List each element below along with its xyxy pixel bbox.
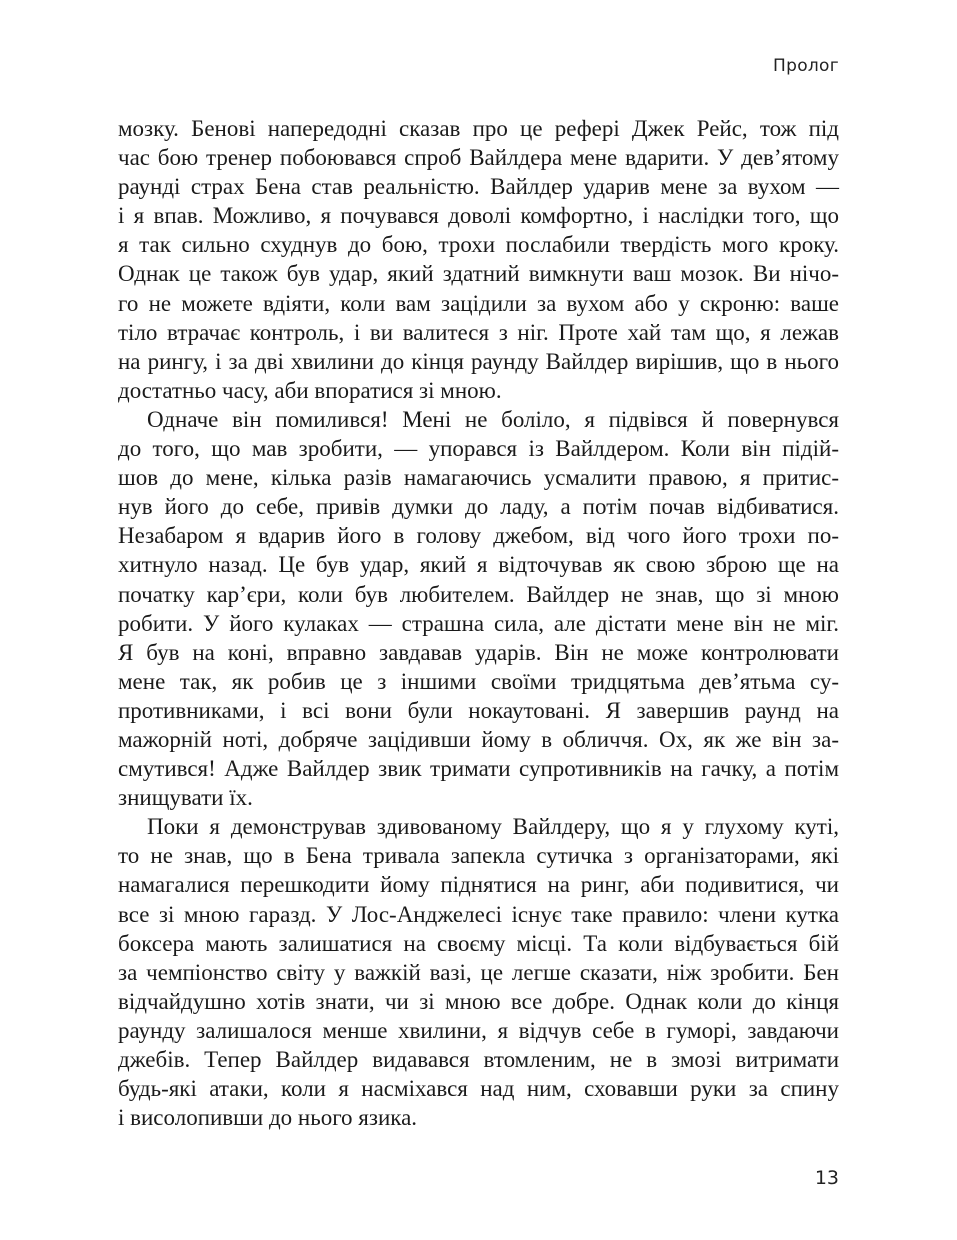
text-line: я так сильно схуднув до бою, трохи послабили твердість мого кроку. [118,232,839,258]
text-line: раунду залишалося менше хвилини, я відчув себе в гуморі, завдаючи [118,1017,839,1043]
text-line: час бою тренер побоювався спроб Вайлдера мене вдарити. У дев’ятому [118,145,839,171]
text-line: го не можете вдіяти, коли вам зацідили за вухом або у скроню: ваше [118,290,839,316]
paragraph-2 [118,405,839,812]
text-line: Незабаром я вдарив його в голову джебом, від чого його трохи по- [118,523,839,549]
text-line: Однак це також був удар, який здатний вимкнути ваш мозок. Ви нічо- [118,261,839,287]
text-line: мене так, як робив це з іншими своїми тридцятьма дев’ятьма су- [118,668,839,694]
text-line: достатньо часу, аби впоратися зі мною. [118,377,502,403]
text-line: противниками, і всі вони були нокаутовані. Я завершив раунд на [118,697,839,723]
text-line: боксера мають залишатися на своєму місці. Та коли відбувається бій [118,930,839,956]
text-line: до того, що мав зробити, — упорався із Вайлдером. Коли він підій- [118,436,839,462]
text-line: мозку. Бенові напередодні сказав про це рефері Джек Рейс, тож під [118,116,839,141]
text-line: і висолопивши до нього язика. [118,1105,418,1131]
text-line: шов до мене, кілька разів намагаючись усмалити правою, я притис- [118,465,839,491]
paragraph-3 [118,812,839,1132]
chapter-title: Пролог [773,56,839,76]
page-number: 13 [814,1167,839,1189]
text-line: намагалися перешкодити йому піднятися на ринг, аби подивитися, чи [118,872,839,898]
text-line: нув його до себе, привів думки до ладу, а потім почав відбиватися. [118,494,839,520]
text-line: то не знав, що в Бена тривала запекла сутичка з організаторами, які [118,843,839,869]
text-line: хитнуло назад. Це був удар, який я відточував як свою зброю ще на [118,552,839,578]
text-line: смутився! Адже Вайлдер звик тримати супротивників на гачку, а потім [118,756,839,782]
text-line: Поки я демонстрував здивованому Вайлдеру, що я у глухому куті, [147,814,839,840]
text-line: раунді страх Бена став реальністю. Вайлдер ударив мене за вухом — [118,174,839,200]
text-line: джебів. Тепер Вайлдер видавався втомленим, не в змозі витримати [118,1047,839,1072]
body-text [118,114,839,1132]
text-line: все зі мною гаразд. У Лос-Анджелесі існує таке правило: члени кутка [118,901,839,927]
paragraph-1 [118,114,839,405]
text-line: на рингу, і за дві хвилини до кінця раунду Вайлдер вирішив, що в нього [118,348,839,374]
text-line: початку кар’єри, коли був любителем. Вайлдер не знав, що зі мною [118,581,839,607]
text-line: мажорній ноті, добряче зацідивши йому в обличчя. Ох, як же він за- [118,726,839,752]
text-line: будь-які атаки, коли я насміхався над ним, сховавши руки за спину [118,1076,839,1102]
text-line: і я впав. Можливо, я почувався доволі комфортно, і наслідки того, що [118,203,839,229]
text-line: Я був на коні, вправно завдавав ударів. Він не може контролювати [118,639,839,665]
text-line: тіло втрачає контроль, і ви валитеся з ніг. Проте хай там що, я лежав [118,319,839,345]
text-line: відчайдушно хотів знати, чи зі мною все добре. Однак коли до кінця [118,988,839,1014]
text-line: за чемпіонство світу у важкій вазі, це легше сказати, ніж зробити. Бен [118,959,839,985]
text-line: знищувати їх. [118,785,253,811]
text-line: робити. У його кулаках — страшна сила, але дістати мене він не міг. [118,610,839,636]
running-header [773,56,839,76]
text-line: Одначе він помилився! Мені не боліло, я підвівся й повернувся [147,406,839,432]
